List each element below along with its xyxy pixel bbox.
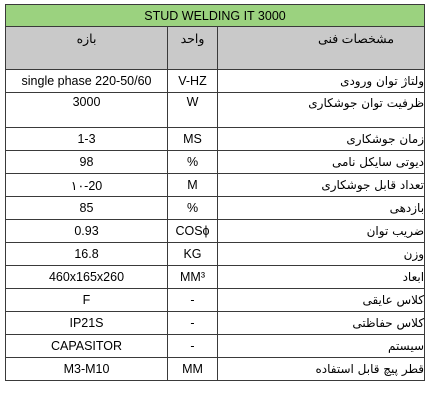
table-row	[6, 289, 425, 312]
range-cell: M3-M10	[6, 358, 168, 381]
range-cell: IP21S	[6, 312, 168, 335]
table-row	[6, 220, 425, 243]
header-range: بازه	[6, 27, 168, 70]
table-row	[6, 174, 425, 197]
spec-cell: زمان جوشکاری	[218, 128, 425, 151]
unit-cell: COSϕ	[168, 220, 218, 243]
spec-cell: بازدهی	[218, 197, 425, 220]
unit-cell: %	[168, 197, 218, 220]
table-body	[6, 70, 425, 381]
table-row	[6, 128, 425, 151]
spec-cell: ولتاژ توان ورودی	[218, 70, 425, 93]
unit-cell: M	[168, 174, 218, 197]
header-unit: واحد	[168, 27, 218, 70]
spec-cell: سیستم	[218, 335, 425, 358]
unit-cell: V-HZ	[168, 70, 218, 93]
unit-cell: MS	[168, 128, 218, 151]
table-row	[6, 243, 425, 266]
table-row	[6, 358, 425, 381]
table-row	[6, 70, 425, 93]
table-row	[6, 151, 425, 174]
header-row	[6, 27, 425, 70]
spec-cell: قطر پیچ قابل استفاده	[218, 358, 425, 381]
title-row	[6, 5, 425, 27]
range-cell: 3000	[6, 93, 168, 128]
unit-cell: MM	[168, 358, 218, 381]
range-cell: 16.8	[6, 243, 168, 266]
spec-table	[5, 4, 425, 381]
spec-cell: ضریب توان	[218, 220, 425, 243]
range-cell: 0.93	[6, 220, 168, 243]
range-cell: F	[6, 289, 168, 312]
range-cell: 460x165x260	[6, 266, 168, 289]
table-row	[6, 93, 425, 128]
range-cell: 85	[6, 197, 168, 220]
spec-cell: کلاس حفاظتی	[218, 312, 425, 335]
table-row	[6, 266, 425, 289]
table-row	[6, 312, 425, 335]
spec-cell: تعداد قابل جوشکاری	[218, 174, 425, 197]
table-row	[6, 335, 425, 358]
range-cell: ۱۰-20	[6, 174, 168, 197]
range-cell: 1-3	[6, 128, 168, 151]
table-title: STUD WELDING IT 3000	[6, 5, 425, 27]
unit-cell: -	[168, 335, 218, 358]
range-cell: single phase 220-50/60	[6, 70, 168, 93]
spec-cell: کلاس عایقی	[218, 289, 425, 312]
unit-cell: -	[168, 289, 218, 312]
range-cell: CAPASITOR	[6, 335, 168, 358]
unit-cell: W	[168, 93, 218, 128]
spec-cell: دیوتی سایکل نامی	[218, 151, 425, 174]
spec-cell: ظرفیت توان جوشکاری	[218, 93, 425, 128]
unit-cell: %	[168, 151, 218, 174]
unit-cell: -	[168, 312, 218, 335]
spec-cell: ابعاد	[218, 266, 425, 289]
spec-cell: وزن	[218, 243, 425, 266]
table-row	[6, 197, 425, 220]
unit-cell: MM³	[168, 266, 218, 289]
unit-cell: KG	[168, 243, 218, 266]
header-spec: مشخصات فنی	[218, 27, 425, 70]
range-cell: 98	[6, 151, 168, 174]
